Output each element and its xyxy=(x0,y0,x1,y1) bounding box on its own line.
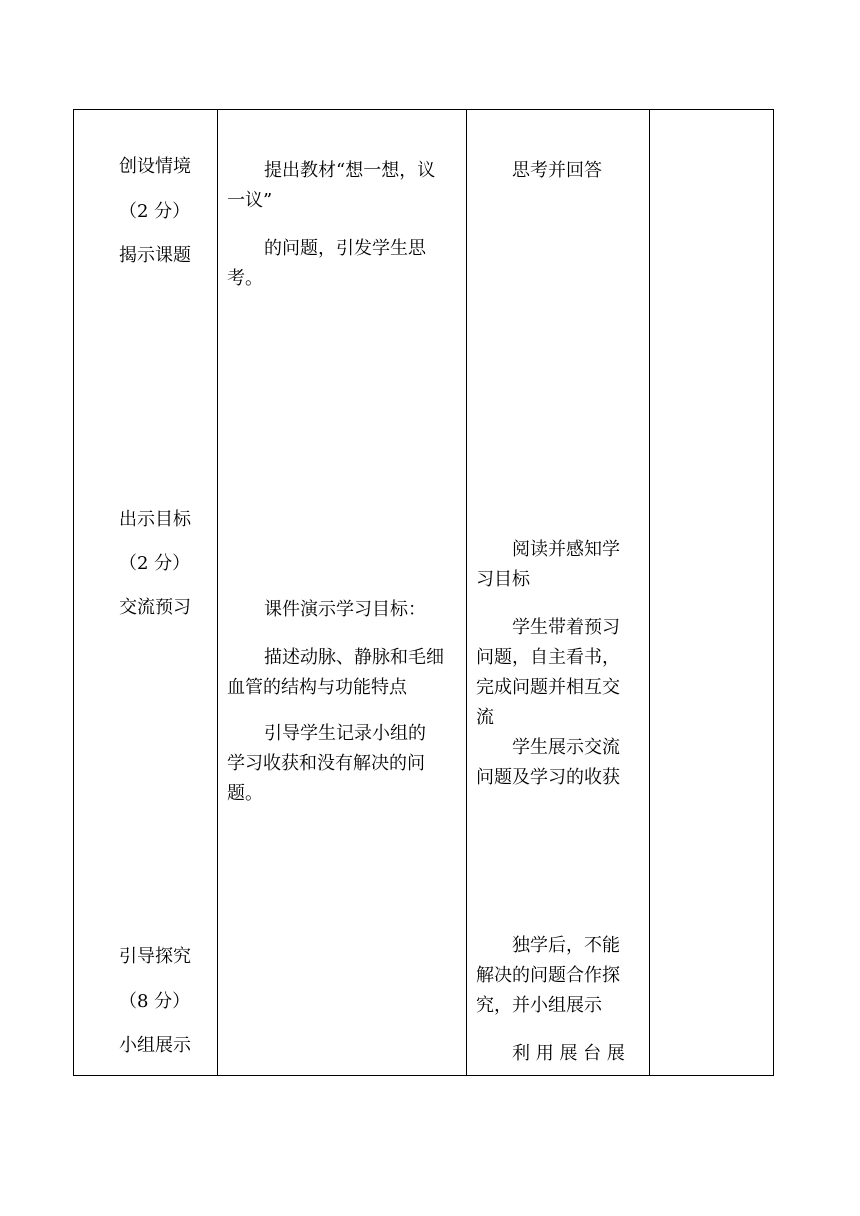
stage-time: （8 分） xyxy=(119,991,191,1012)
student-activity-text: 问题及学习的收获 xyxy=(476,767,620,788)
column-divider-3 xyxy=(649,109,650,1076)
student-activity-text: 完成问题并相互交 xyxy=(476,677,620,698)
teacher-activity-text: 题。 xyxy=(227,783,263,804)
table-bottom-border xyxy=(73,1075,774,1076)
teacher-activity-text: 课件演示学习目标： xyxy=(264,599,426,620)
student-activity-text: 学生带着预习 xyxy=(512,617,620,638)
table-top-border xyxy=(73,109,774,110)
student-activity-text: 利 用 展 台 展 xyxy=(512,1043,625,1064)
student-activity-text: 独学后，不能 xyxy=(512,935,620,956)
teacher-activity-text: 描述动脉、静脉和毛细 xyxy=(264,647,444,668)
stage-label: 小组展示 xyxy=(119,1035,191,1056)
stage-label: 引导探究 xyxy=(119,946,191,967)
teacher-activity-text: 引导学生记录小组的 xyxy=(264,723,426,744)
stage-label: 出示目标 xyxy=(119,509,191,530)
teacher-activity-text: 考。 xyxy=(227,268,263,289)
table-left-border xyxy=(73,109,74,1076)
stage-time: （2 分） xyxy=(119,201,191,222)
column-divider-1 xyxy=(217,109,218,1076)
stage-label: 交流预习 xyxy=(119,597,191,618)
stage-label: 揭示课题 xyxy=(119,245,191,266)
table-right-border xyxy=(773,109,774,1076)
stage-time: （2 分） xyxy=(119,553,191,574)
stage-label: 创设情境 xyxy=(119,156,191,177)
student-activity-text: 思考并回答 xyxy=(512,160,602,181)
student-activity-text: 阅读并感知学 xyxy=(512,539,620,560)
student-activity-text: 学生展示交流 xyxy=(512,737,620,758)
teacher-activity-text: 一议” xyxy=(227,190,273,211)
student-activity-text: 究，并小组展示 xyxy=(476,995,602,1016)
teacher-activity-text: 学习收获和没有解决的问 xyxy=(227,753,425,774)
student-activity-text: 习目标 xyxy=(476,569,530,590)
student-activity-text: 解决的问题合作探 xyxy=(476,965,620,986)
teacher-activity-text: 提出教材“想一想，议 xyxy=(264,160,436,181)
student-activity-text: 问题，自主看书， xyxy=(476,647,620,668)
student-activity-text: 流 xyxy=(476,707,494,728)
teacher-activity-text: 血管的结构与功能特点 xyxy=(227,677,407,698)
column-divider-2 xyxy=(466,109,467,1076)
teacher-activity-text: 的问题，引发学生思 xyxy=(264,238,426,259)
